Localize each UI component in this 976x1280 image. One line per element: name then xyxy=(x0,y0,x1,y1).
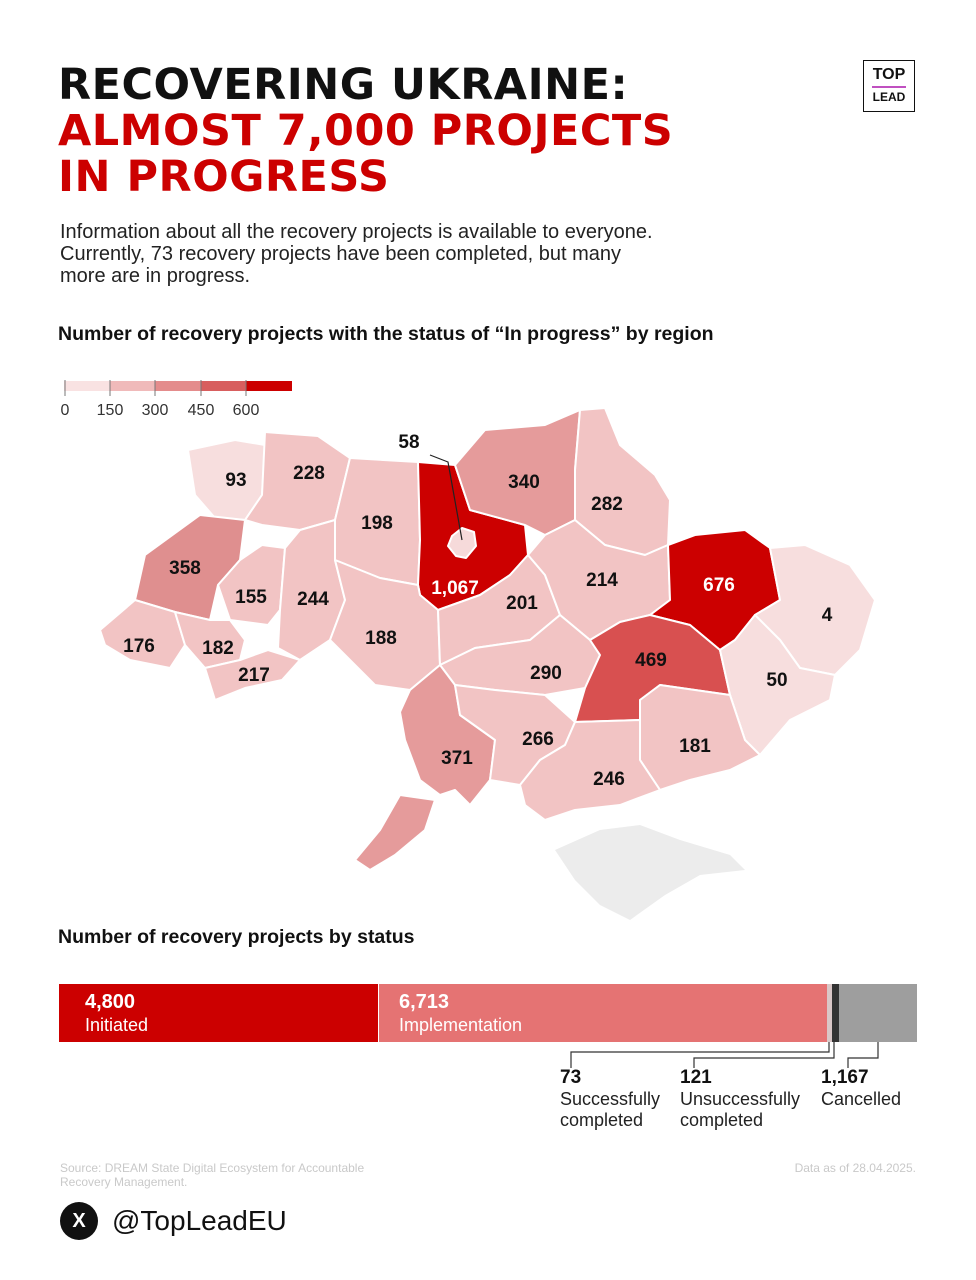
successfully-label-2: completed xyxy=(560,1110,644,1130)
source-note xyxy=(60,1161,420,1189)
callout-cancelled xyxy=(821,1067,901,1110)
status-callouts xyxy=(0,1040,976,1140)
map-heading: Number of recovery projects with the status of “In progress” by region xyxy=(58,323,714,345)
label-chernivtsi: 217 xyxy=(238,665,270,686)
label-ivano-frankivsk: 182 xyxy=(202,638,234,659)
label-zaporizhzhia: 181 xyxy=(679,736,711,757)
label-zhytomyr: 198 xyxy=(361,513,393,534)
callout-unsuccessfully-completed xyxy=(680,1067,800,1131)
intro-line-1: Information about all the recovery projects is available to everyone. xyxy=(60,221,653,243)
social-handle[interactable] xyxy=(60,1202,287,1240)
label-kherson: 246 xyxy=(593,769,625,790)
intro-line-2: Currently, 73 recovery projects have been completed, but many xyxy=(60,243,622,265)
implementation-label: Implementation xyxy=(399,1015,523,1035)
label-dnipropetrovsk: 469 xyxy=(635,650,667,671)
map-legend xyxy=(62,380,302,420)
label-luhansk: 4 xyxy=(821,605,833,626)
logo-bottom-text: LEAD xyxy=(872,89,906,104)
region-zakarpattia xyxy=(100,600,185,668)
label-mykolaiv: 266 xyxy=(522,729,554,750)
label-kyiv-city: 58 xyxy=(398,432,420,453)
logo-top-text: TOP xyxy=(872,66,906,83)
twitter-handle: @TopLeadEU xyxy=(112,1205,287,1236)
label-cherkasy: 201 xyxy=(506,593,538,614)
legend-label-600: 600 xyxy=(232,402,260,419)
title-line-2: ALMOST 7,000 PROJECTS xyxy=(58,106,674,156)
label-lviv: 358 xyxy=(169,558,201,579)
logo-divider xyxy=(872,86,906,88)
unsuccessfully-value: 121 xyxy=(680,1067,712,1088)
segment-initiated xyxy=(59,984,378,1042)
segment-implementation xyxy=(378,984,827,1042)
intro-line-3: more are in progress. xyxy=(60,265,251,287)
successfully-label-1: Successfully xyxy=(560,1089,661,1109)
x-logo-icon: X xyxy=(60,1202,98,1240)
legend-label-300: 300 xyxy=(141,402,169,419)
legend-swatch-2 xyxy=(155,381,201,391)
title-line-1: RECOVERING UKRAINE: xyxy=(58,60,629,110)
label-odesa: 371 xyxy=(441,748,473,769)
label-zakarpattia: 176 xyxy=(123,636,155,657)
legend-swatch-0 xyxy=(64,381,110,391)
unsuccessfully-label-1: Unsuccessfully xyxy=(680,1089,801,1109)
label-vinnytsia: 188 xyxy=(365,628,397,649)
label-khmelnytskyi: 244 xyxy=(297,589,329,610)
status-bar xyxy=(59,984,917,1042)
segment-cancelled xyxy=(839,984,917,1042)
label-poltava: 214 xyxy=(586,570,618,591)
successfully-value: 73 xyxy=(560,1067,582,1088)
data-date-note: Data as of 28.04.2025. xyxy=(794,1161,916,1175)
region-odesa-south xyxy=(355,795,435,870)
unsuccessfully-label-2: completed xyxy=(680,1110,764,1130)
status-heading: Number of recovery projects by status xyxy=(58,926,415,948)
label-donetsk: 50 xyxy=(766,670,788,691)
legend-label-450: 450 xyxy=(187,402,215,419)
region-crimea xyxy=(555,825,745,920)
implementation-value: 6,713 xyxy=(399,991,450,1013)
legend-swatch-4 xyxy=(246,381,292,391)
cancelled-value: 1,167 xyxy=(821,1067,869,1088)
ukraine-region-map xyxy=(0,420,976,930)
label-kharkiv: 676 xyxy=(703,575,735,596)
initiated-value: 4,800 xyxy=(85,991,136,1013)
label-chernihiv: 340 xyxy=(508,472,540,493)
cancelled-label: Cancelled xyxy=(821,1089,902,1109)
legend-label-0: 0 xyxy=(60,402,70,419)
initiated-label: Initiated xyxy=(85,1015,149,1035)
source-line-2: Recovery Management. xyxy=(60,1175,188,1189)
label-kyiv-oblast: 1,067 xyxy=(431,578,479,599)
segment-unsuccessfully-completed xyxy=(832,984,839,1042)
toplead-logo xyxy=(863,60,915,112)
label-sumy: 282 xyxy=(591,494,623,515)
label-ternopil: 155 xyxy=(235,587,267,608)
legend-label-150: 150 xyxy=(96,402,124,419)
legend-swatch-3 xyxy=(201,381,246,391)
label-volyn: 93 xyxy=(225,470,247,491)
legend-swatch-1 xyxy=(110,381,155,391)
title-line-3: IN PROGRESS xyxy=(58,152,390,202)
callout-successfully-completed xyxy=(560,1067,660,1131)
source-line-1: Source: DREAM State Digital Ecosystem for Accountable xyxy=(60,1161,365,1175)
label-rivne: 228 xyxy=(293,463,325,484)
page-title xyxy=(58,62,673,200)
label-kirovohrad: 290 xyxy=(530,663,562,684)
intro-paragraph xyxy=(60,221,780,287)
